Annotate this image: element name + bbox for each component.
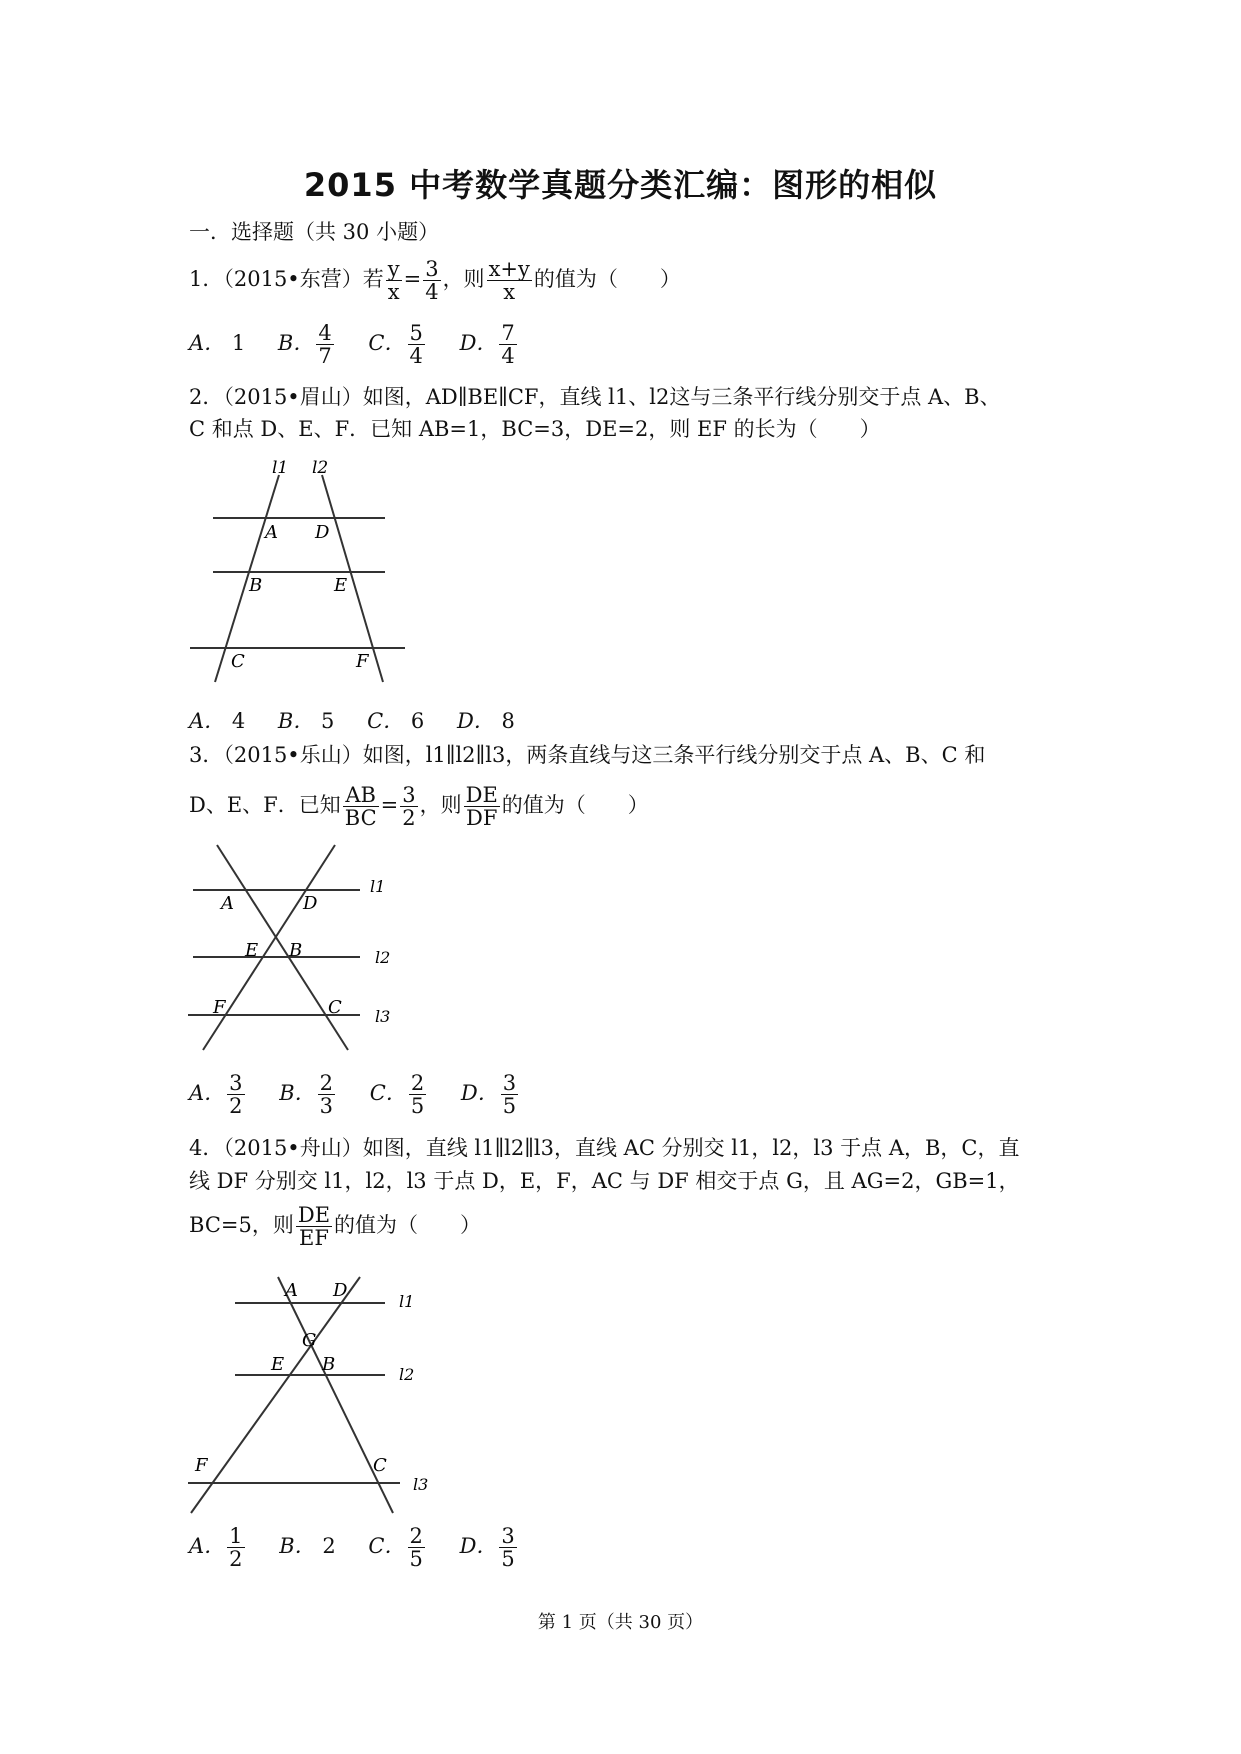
q3-option-b-den: 3 <box>319 1094 334 1118</box>
q3-mid: ，则 <box>419 793 462 817</box>
q1-option-b-den: 7 <box>318 344 332 368</box>
q3-option-a-label: A． <box>189 1081 226 1105</box>
q3-option-a-den: 2 <box>229 1094 243 1118</box>
q3-option-b-label: B． <box>279 1081 316 1105</box>
q3-figure <box>185 835 405 1060</box>
q1-f3-den: x <box>503 280 516 304</box>
q2-option-d-value: 8 <box>501 709 515 733</box>
q3-fraction-2 <box>400 784 417 829</box>
q1-f3-num: x+y <box>488 257 530 281</box>
q4-option-d-num: 3 <box>501 1524 515 1548</box>
q4-fraction <box>296 1204 332 1249</box>
q3-transversal-df <box>203 845 335 1050</box>
q4-label-b: B <box>322 1354 336 1375</box>
q1-fraction-1 <box>386 258 402 303</box>
q1-mid: ，则 <box>442 267 485 291</box>
q4-option-b-label: B． <box>279 1534 316 1558</box>
q4-line3-prefix: BC=5，则 <box>189 1213 294 1237</box>
q3-option-d-den: 5 <box>502 1094 517 1118</box>
q3-option-c-fraction <box>409 1072 426 1117</box>
q3-option-a-fraction <box>227 1072 244 1117</box>
q3-f2-den: 2 <box>402 806 416 830</box>
q4-f-den: EF <box>298 1226 329 1250</box>
q2-label-l1: l1 <box>272 458 289 478</box>
q3-line-2 <box>189 784 1069 829</box>
q1-option-d-fraction <box>499 322 516 367</box>
q1-option-c-num: 5 <box>409 321 423 345</box>
q4-option-a-fraction <box>227 1525 244 1570</box>
q4-label-e: E <box>271 1354 285 1375</box>
q3-label-b: B <box>289 940 303 961</box>
q2-options <box>189 707 1069 735</box>
q1-option-c-den: 4 <box>409 344 423 368</box>
q1-option-d-label: D． <box>459 331 498 355</box>
q1-eq: = <box>403 267 422 291</box>
q4-option-a-label: A． <box>189 1534 226 1558</box>
q4-label-l3: l3 <box>413 1475 429 1494</box>
q4-label-l1: l1 <box>399 1292 415 1311</box>
q2-option-a-label: A． <box>189 709 226 733</box>
q3-label-e: E <box>245 940 259 961</box>
q3-label-l3: l3 <box>375 1007 391 1026</box>
q2-label-c: C <box>231 651 245 672</box>
q2-label-e: E <box>334 575 348 596</box>
q3-f3-num: DE <box>465 783 498 807</box>
q1-option-b-num: 4 <box>318 321 332 345</box>
q4-options <box>189 1525 1069 1570</box>
q4-option-d-label: D． <box>459 1534 498 1558</box>
q4-label-c: C <box>373 1455 387 1476</box>
q3-option-b-fraction <box>318 1072 335 1117</box>
q2-option-d-label: D． <box>456 709 495 733</box>
page-title: 2015 中考数学真题分类汇编：图形的相似 <box>303 166 938 204</box>
q2-line-l2 <box>322 475 383 682</box>
q4-line-1: 4．（2015•舟山）如图，直线 l1∥l2∥l3，直线 AC 分别交 l1，l2，l3 于点 A，B，C，直 <box>189 1136 1020 1160</box>
q3-line-1: 3．（2015•乐山）如图，l1∥l2∥l3，两条直线与这三条平行线分别交于点 A、B、C 和 <box>189 743 986 767</box>
q3-option-d-num: 3 <box>502 1071 517 1095</box>
section-heading: 一．选择题（共 30 小题） <box>189 220 440 244</box>
q3-option-c-label: C． <box>369 1081 407 1105</box>
q2-label-d: D <box>315 522 330 543</box>
q1-f1-num: y <box>387 257 400 281</box>
q4-option-b-value: 2 <box>322 1534 336 1558</box>
q3-fraction-3 <box>464 784 500 829</box>
q3-option-c-num: 2 <box>410 1071 425 1095</box>
q3-transversal-ac <box>217 845 348 1050</box>
q2-option-c-value: 6 <box>410 709 425 733</box>
q1-fraction-2 <box>423 258 440 303</box>
q4-label-l2: l2 <box>399 1365 415 1384</box>
q1-option-a-label: A． <box>189 331 226 355</box>
q1-f2-den: 4 <box>425 280 439 304</box>
q3-option-c-den: 5 <box>410 1094 425 1118</box>
q1-prefix: 1．（2015•东营）若 <box>189 267 384 291</box>
q3-f1-den: BC <box>344 806 377 830</box>
q1-option-b-label: B． <box>277 331 315 355</box>
q3-label-l2: l2 <box>375 948 391 967</box>
q4-suffix: 的值为（ ） <box>334 1213 482 1237</box>
q1-option-d-den: 4 <box>501 344 515 368</box>
question-1 <box>189 258 1069 303</box>
q3-label-a: A <box>221 893 234 914</box>
q3-f2-num: 3 <box>402 783 416 807</box>
q4-label-g: G <box>302 1330 317 1351</box>
q3-line2-prefix: D、E、F．已知 <box>189 793 341 817</box>
q2-option-b-value: 5 <box>321 709 335 733</box>
q1-fraction-3 <box>487 258 532 303</box>
q3-f3-den: DF <box>466 806 498 830</box>
q3-fraction-1 <box>343 784 379 829</box>
q3-option-a-num: 3 <box>229 1071 243 1095</box>
q3-f1-num: AB <box>343 784 379 807</box>
q3-option-d-label: D． <box>460 1081 499 1105</box>
q4-label-f: F <box>195 1455 208 1476</box>
q3-label-c: C <box>328 997 342 1018</box>
q4-label-d: D <box>333 1280 348 1301</box>
q2-label-l2: l2 <box>312 458 329 478</box>
q2-option-c-label: C． <box>367 709 405 733</box>
q4-line-2: 线 DF 分别交 l1，l2，l3 于点 D，E，F，AC 与 DF 相交于点 G，且 AG=2，GB=1， <box>189 1169 1020 1193</box>
q3-option-d-fraction <box>501 1072 518 1117</box>
q2-option-a-value: 4 <box>231 709 246 733</box>
q3-option-b-num: 2 <box>319 1071 334 1095</box>
q2-line-2: C 和点 D、E、F．已知 AB=1，BC=3，DE=2，则 EF 的长为（ ） <box>189 417 881 441</box>
q1-option-d-num: 7 <box>501 321 515 345</box>
q2-line-1: 2．（2015•眉山）如图，AD∥BE∥CF，直线 l1、l2这与三条平行线分别交于点 A、B、 <box>189 385 1001 409</box>
q1-option-a-value: 1 <box>231 331 246 355</box>
q4-option-c-den: 5 <box>409 1547 423 1571</box>
q2-figure <box>185 455 415 695</box>
q2-option-b-label: B． <box>277 709 315 733</box>
q4-option-d-fraction <box>499 1525 516 1570</box>
q3-options <box>189 1072 1069 1117</box>
q1-suffix: 的值为（ ） <box>533 267 681 291</box>
q4-option-c-num: 2 <box>409 1524 423 1548</box>
q3-eq: = <box>380 793 399 817</box>
page-footer: 第 1 页（共 30 页） <box>537 1612 704 1633</box>
q3-label-l1: l1 <box>370 877 386 896</box>
q3-label-d: D <box>303 893 318 914</box>
q1-option-c-fraction <box>408 322 425 367</box>
q4-option-c-label: C． <box>368 1534 406 1558</box>
q2-label-f: F <box>356 651 369 672</box>
q1-option-b-fraction <box>316 322 333 367</box>
q4-option-a-num: 1 <box>229 1524 243 1548</box>
q3-label-f: F <box>213 997 226 1018</box>
q1-option-c-label: C． <box>368 331 406 355</box>
q1-f2-num: 3 <box>425 257 439 281</box>
q4-line-3 <box>189 1204 1069 1249</box>
q2-label-b: B <box>249 575 263 596</box>
q2-line-l1 <box>215 475 279 682</box>
q1-f1-den: x <box>387 280 400 304</box>
q4-option-c-fraction <box>408 1525 425 1570</box>
q4-option-a-den: 2 <box>229 1547 243 1571</box>
q4-label-a: A <box>285 1280 298 1301</box>
q4-figure <box>185 1265 445 1515</box>
q4-f-num: DE <box>297 1203 331 1227</box>
q4-option-d-den: 5 <box>501 1547 515 1571</box>
q1-options <box>189 322 1069 367</box>
q2-label-a: A <box>265 522 278 543</box>
q3-suffix: 的值为（ ） <box>501 793 649 817</box>
